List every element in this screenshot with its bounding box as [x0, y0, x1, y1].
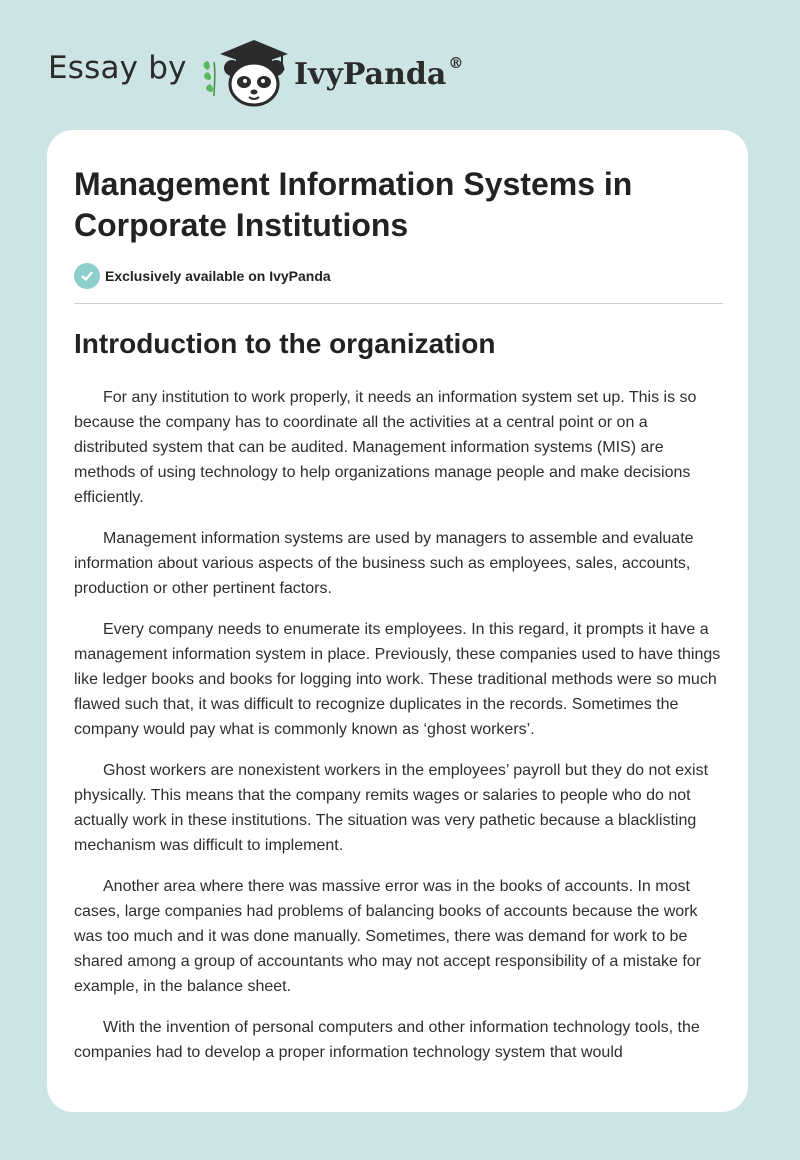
paragraph: Another area where there was massive error was in the books of accounts. In most cases, large companies had problems of balancing books of accounts because the work was too much and it was done manually. Sometimes, there was demand for work to be shared among a group of accountants who may not accept responsibility of a mistake for example, in the balance sheet.: [74, 878, 702, 995]
paragraph: Ghost workers are nonexistent workers in the employees’ payroll but they do not exist physically. This means that the company remits wages or salaries to people who do not actually work in these institutions. The situation was very pathetic because a blacklisting mechanism was difficult to implement.: [74, 762, 709, 854]
essay-by-label: Essay by: [48, 50, 187, 86]
brand-label: IvyPanda: [294, 57, 447, 92]
divider: [74, 303, 723, 304]
site-header: [0, 0, 800, 120]
paragraph: With the invention of personal computers and other information technology tools, the companies had to develop a proper information technology system that would: [74, 1019, 700, 1061]
panda-graduate-icon[interactable]: [200, 34, 292, 108]
article-card: [47, 130, 748, 1112]
paragraph: For any institution to work properly, it needs an information system set up. This is so because the company has to coordinate all the activities at a central point or on a distributed system that can be audited. Management information systems (MIS) are methods of using technology to help organizations manage people and make decisions efficiently.: [74, 389, 697, 506]
article-body: [74, 385, 724, 1081]
badge-label: Exclusively available on IvyPanda: [105, 268, 331, 284]
exclusive-badge: [74, 263, 331, 289]
paragraph: Every company needs to enumerate its employees. In this regard, it prompts it have a management information system in place. Previously, these companies used to have things like ledger books and books for logging into work. These traditional methods were so much flawed such that, it was difficult to recognize duplicates in the records. Sometimes the company would pay what is commonly known as ‘ghost workers’.: [74, 621, 721, 738]
page-title: Management Information Systems in Corporate Institutions: [74, 166, 633, 243]
paragraph: Management information systems are used by managers to assemble and evaluate information about various aspects of the business such as employees, sales, accounts, production or other pertinent factors.: [74, 530, 694, 597]
registered-mark: ®: [448, 54, 464, 72]
brand-name[interactable]: [294, 54, 463, 92]
section-heading: Introduction to the organization: [74, 328, 496, 359]
check-icon: [74, 263, 100, 289]
